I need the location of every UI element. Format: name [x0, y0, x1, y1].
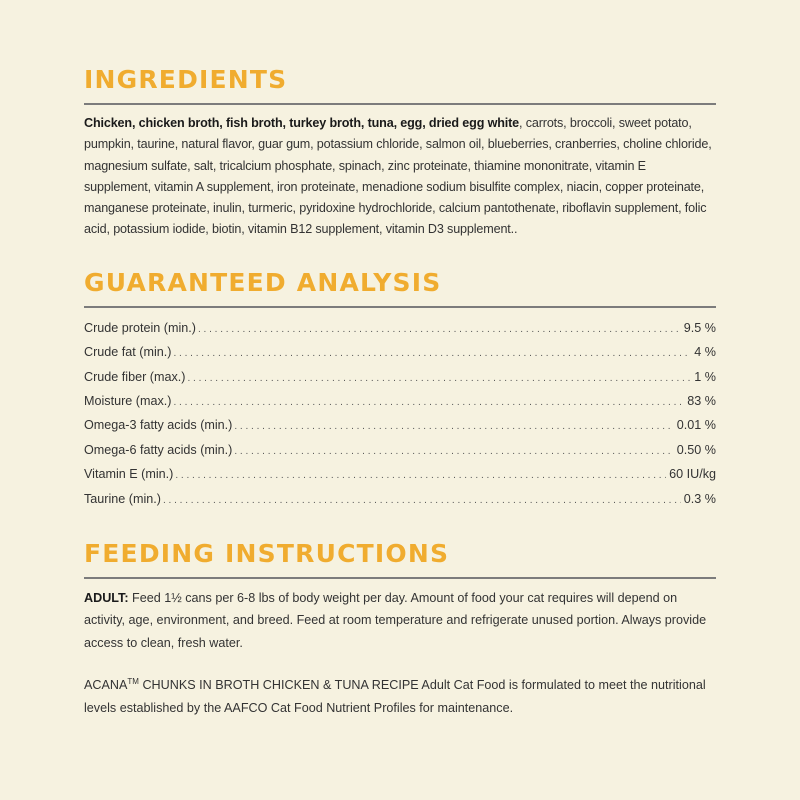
dot-leader [163, 489, 681, 513]
dot-leader [187, 367, 691, 391]
analysis-label: Taurine (min.) [84, 491, 161, 506]
feeding-instructions-section [84, 538, 716, 720]
analysis-label: Moisture (max.) [84, 393, 172, 408]
ingredients-divider [84, 103, 716, 105]
aafco-statement [84, 674, 716, 719]
analysis-label: Crude protein (min.) [84, 320, 196, 335]
analysis-divider [84, 306, 716, 308]
analysis-value: 60 IU/kg [669, 467, 716, 482]
analysis-value: 0.3 % [683, 491, 716, 506]
guaranteed-analysis-section [84, 267, 716, 511]
dot-leader [175, 464, 666, 488]
ingredients-list [84, 113, 716, 241]
analysis-row [84, 487, 716, 511]
ingredients-secondary: , carrots, broccoli, sweet potato, pumpkin, taurine, natural flavor, guar gum, potassium chloride, salmon oil, blueberries, cranberries, choline chloride, magnesium sulfate, salt, tricalcium phosphate, spinach, zinc proteinate, thiamine mononitrate, vitamin E supplement, vitamin A supplement, iron proteinate, menadione sodium bisulfite complex, niacin, copper proteinate, manganese proteinate, inulin, turmeric, pyridoxine hydrochloride, calcium pantothenate, riboflavin supplement, folic acid, potassium iodide, biotin, vitamin B12 supplement, vitamin D3 supplement.. [84, 116, 712, 237]
analysis-value: 83 % [687, 393, 716, 408]
analysis-table [84, 316, 716, 511]
ingredients-primary: Chicken, chicken broth, fish broth, turkey broth, tuna, egg, dried egg white [84, 116, 520, 130]
analysis-row [84, 438, 716, 462]
brand-name: ACANA [84, 678, 128, 693]
analysis-row [84, 413, 716, 437]
dot-leader [173, 391, 684, 415]
analysis-label: Omega-3 fatty acids (min.) [84, 418, 233, 433]
analysis-value: 4 % [694, 345, 716, 360]
analysis-value: 0.01 % [676, 418, 716, 433]
analysis-row [84, 389, 716, 413]
nutrition-panel [84, 64, 716, 719]
dot-leader [234, 415, 673, 439]
analysis-label: Omega-6 fatty acids (min.) [84, 442, 233, 457]
adult-label: ADULT: [84, 590, 129, 605]
analysis-value: 0.50 % [676, 442, 716, 457]
analysis-value: 1 % [694, 369, 716, 384]
analysis-value: 9.5 % [683, 320, 716, 335]
feeding-paragraph [84, 587, 716, 655]
dot-leader [198, 318, 681, 342]
feeding-divider [84, 577, 716, 579]
dot-leader [173, 342, 691, 366]
analysis-row [84, 316, 716, 340]
analysis-label: Crude fiber (max.) [84, 369, 186, 384]
analysis-row [84, 340, 716, 364]
analysis-row [84, 365, 716, 389]
ingredients-section [84, 64, 716, 241]
trademark-mark: TM [127, 677, 139, 687]
ingredients-heading: INGREDIENTS [84, 65, 288, 94]
aafco-text: CHUNKS IN BROTH CHICKEN & TUNA RECIPE Adult Cat Food is formulated to meet the nutritional levels established by the AAFCO Cat Food Nutrient Profiles for maintenance. [84, 678, 706, 715]
analysis-row [84, 462, 716, 486]
adult-instructions: Feed 1½ cans per 6-8 lbs of body weight per day. Amount of food your cat requires will depend on activity, age, environment, and breed. Feed at room temperature and refrigerate unused portion. Always provide access to clean, fresh water. [84, 590, 707, 650]
analysis-label: Vitamin E (min.) [84, 467, 174, 482]
analysis-heading: GUARANTEED ANALYSIS [84, 267, 442, 297]
dot-leader [234, 440, 673, 464]
analysis-label: Crude fat (min.) [84, 345, 172, 360]
feeding-heading: FEEDING INSTRUCTIONS [84, 538, 450, 568]
